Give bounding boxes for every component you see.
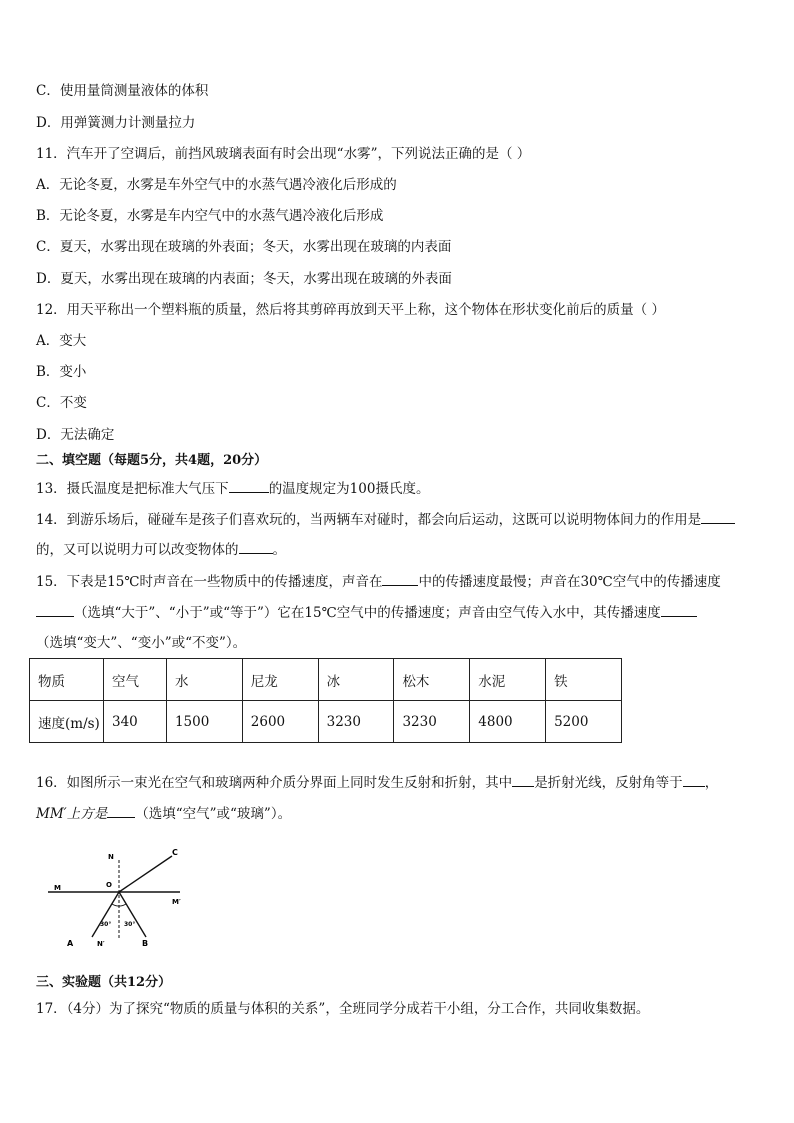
table-cell: 铁 [546, 659, 622, 701]
question-11-option-c: C．夏天，水雾出现在玻璃的外表面；冬天，水雾出现在玻璃的内表面 [36, 239, 452, 255]
answer-blank[interactable] [701, 509, 735, 524]
answer-blank[interactable] [229, 478, 269, 493]
question-16-text-5: （选填“空气”或“玻璃”）。 [135, 806, 292, 822]
question-17: 17．（4分）为了探究“物质的质量与体积的关系”，全班同学分成若干小组，分工合作，共同收集数据。 [36, 1001, 650, 1017]
table-row [30, 659, 622, 701]
section-2-heading: 二、填空题（每题5分，共4题，20分） [36, 453, 268, 468]
table-cell: 冰 [318, 659, 394, 701]
answer-blank[interactable] [382, 571, 418, 586]
question-16-text-3: ， [704, 775, 719, 791]
table-cell: 尼龙 [242, 659, 318, 701]
table-cell: 2600 [242, 701, 318, 743]
question-11-option-b: B．无论冬夏，水雾是车内空气中的水蒸气遇冷液化后形成 [36, 208, 384, 224]
table-cell: 松木 [394, 659, 470, 701]
question-15-line-2 [36, 602, 697, 623]
table-cell: 水 [166, 659, 242, 701]
ray-oc [119, 856, 172, 892]
question-15-line-1 [36, 571, 721, 592]
label-m-prime: M′ [172, 898, 181, 906]
label-n-prime: N′ [97, 940, 105, 948]
answer-blank[interactable] [512, 772, 534, 787]
prev-option-c: C．使用量筒测量液体的体积 [36, 83, 209, 99]
table-row [30, 701, 622, 743]
question-11-option-a: A．无论冬夏，水雾是车外空气中的水蒸气遇冷液化后形成的 [36, 177, 397, 193]
label-a: A [67, 939, 74, 948]
question-16-line-1 [36, 772, 718, 793]
table-cell: 3230 [394, 701, 470, 743]
question-13 [36, 478, 429, 499]
section-3-heading: 三、实验题（共12分） [36, 975, 172, 990]
table-cell: 1500 [166, 701, 242, 743]
question-12-option-d: D．无法确定 [36, 427, 115, 443]
question-12-stem: 12．用天平称出一个塑料瓶的质量，然后将其剪碎再放到天平上称，这个物体在形状变化前后的质量（ ） [36, 302, 665, 318]
angle-label-right: 30° [124, 921, 136, 928]
table-cell: 340 [104, 701, 167, 743]
question-16-text-4: MM′上方是 [36, 806, 108, 822]
sound-speed-table [29, 658, 622, 743]
question-13-text-1: 13．摄氏温度是把标准大气压下 [36, 481, 229, 497]
label-o: O [106, 881, 112, 889]
question-11-stem: 11．汽车开了空调后，前挡风玻璃表面有时会出现“水雾”，下列说法正确的是（ ） [36, 146, 531, 162]
question-15-text-3: （选填“大于”、“小于”或“等于”）它在15℃空气中的传播速度；声音由空气传入水中，其传播速度 [74, 605, 661, 621]
question-12-option-a: A．变大 [36, 333, 87, 349]
answer-blank[interactable] [239, 539, 273, 554]
question-14-line-1 [36, 509, 735, 530]
question-16-line-2 [36, 803, 291, 824]
label-b: B [142, 939, 149, 948]
ray-oa [92, 892, 119, 937]
label-m: M [54, 884, 61, 892]
question-15-line-3: （选填“变大”、“变小”或“不变”）。 [36, 635, 247, 651]
question-12-option-b: B．变小 [36, 364, 87, 380]
table-cell: 速度(m/s) [30, 701, 104, 743]
table-cell: 物质 [30, 659, 104, 701]
question-16-text-2: 是折射光线，反射角等于 [534, 775, 683, 791]
ray-ob [119, 892, 146, 937]
table-cell: 水泥 [470, 659, 546, 701]
answer-blank[interactable] [661, 602, 697, 617]
question-15-text-2: 中的传播速度最慢；声音在30℃空气中的传播速度 [418, 574, 721, 590]
table-cell: 3230 [318, 701, 394, 743]
question-16-text-1: 16．如图所示一束光在空气和玻璃两种介质分界面上同时发生反射和折射，其中 [36, 775, 513, 791]
question-14-text-2: 的，又可以说明力可以改变物体的 [36, 542, 239, 558]
answer-blank[interactable] [107, 803, 135, 818]
question-14-text-3: 。 [272, 542, 286, 558]
answer-blank[interactable] [683, 772, 705, 787]
table-cell: 空气 [104, 659, 167, 701]
question-14-text-1: 14．到游乐场后，碰碰车是孩子们喜欢玩的，当两辆车对碰时，都会向后运动，这既可以说明物体间力的作用是 [36, 512, 702, 528]
question-11-option-d: D．夏天，水雾出现在玻璃的内表面；冬天，水雾出现在玻璃的外表面 [36, 271, 452, 287]
prev-option-d: D．用弹簧测力计测量拉力 [36, 115, 196, 131]
table-cell: 5200 [546, 701, 622, 743]
question-14-line-2 [36, 539, 286, 560]
table-cell: 4800 [470, 701, 546, 743]
question-12-option-c: C．不变 [36, 395, 87, 411]
answer-blank[interactable] [36, 602, 74, 617]
label-c: C [172, 848, 178, 857]
label-n: N [108, 853, 114, 861]
question-15-text-1: 15．下表是15℃时声音在一些物质中的传播速度，声音在 [36, 574, 383, 590]
question-13-text-2: 的温度规定为100摄氏度。 [268, 481, 430, 497]
angle-label-left: 30° [100, 921, 112, 928]
refraction-diagram [40, 842, 200, 954]
